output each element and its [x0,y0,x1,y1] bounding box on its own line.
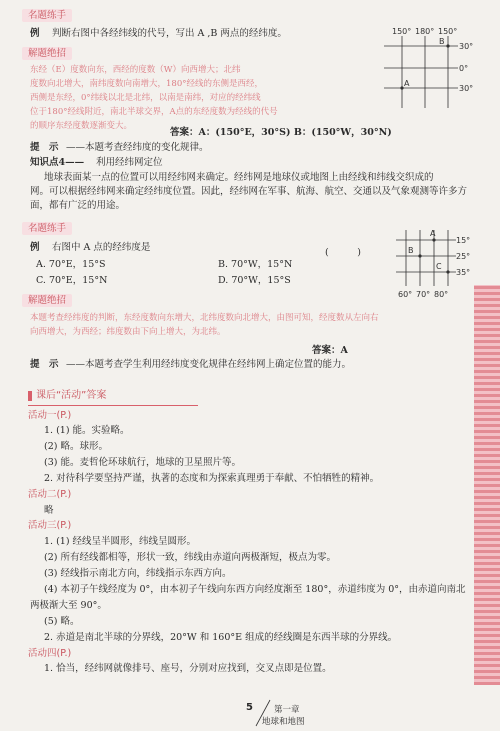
hint1-label: 提 示 [30,142,59,153]
grid2-lon-2: 70° [416,290,431,299]
grid2-lon-3: 80° [434,290,449,299]
section1-tag: 名题练手 [22,9,72,22]
option-d: D. 70°W，15°S [218,275,291,286]
section2-tag: 名题练手 [22,222,72,235]
grid2-point-a: A [430,229,436,238]
decorative-side-stripe [474,285,500,685]
solve1-line-3: 西侧是东经，0°纬线以北是北纬，以南是南纬，对应的经纬线 [30,93,261,103]
answer-line-10: (3) 经线指示南北方向，纬线指示东西方向。 [44,568,232,579]
answer-bracket: ( ) [325,247,361,258]
solve1-line-1: 东经（E）度数向东，西经的度数（W）向西增大；北纬 [30,65,241,75]
hint2-label: 提 示 [30,359,59,370]
answer-line-16: 1. 恰当，经纬网就像排号、座号，分别对应找到，交叉点即是位置。 [44,663,332,674]
example2-label: 例 [30,242,40,253]
answer-line-12: 两极渐大至 90°。 [30,600,107,611]
grid1-lat-1: 30° [459,42,474,51]
page-number: 5 [246,702,253,713]
grid1-lon-1: 150° [392,27,412,36]
grid2-lat-3: 35° [456,268,471,277]
grid1-point-b: B [439,37,445,46]
grid1-lon-2: 180° [415,27,435,36]
grid2-point-b: B [408,246,414,255]
page-footer [0,700,500,731]
answer1: 答案：A：(150°E，30°S) B：(150°W，30°N) [170,127,392,138]
grid1-lon-3: 150° [438,27,458,36]
solve2-line-2: 向西增大，为西经；纬度数由下向上增大，为北纬。 [30,327,226,337]
chapter-number: 第一章 [274,705,300,715]
hint2-text: ——本题考查学生利用经纬度变化规律在经纬网上确定位置的能力。 [66,359,352,370]
answers-heading: 课后“活动”答案 [30,388,146,404]
solve1-tag: 解题绝招 [22,47,72,60]
example1-text: 判断右图中各经纬线的代号，写出 A ,B 两点的经纬度。 [52,28,287,39]
knowledge-point-label: 知识点4—— [30,157,85,168]
grid1-lat-2: 0° [459,64,469,73]
solve1-line-5: 的顺序东经度数逐渐变大。 [30,121,133,131]
answer-line-2: (2) 略。球形。 [44,441,108,452]
activity-3-label: 活动三(P.) [28,520,72,531]
knowledge-point-text: 利用经纬网定位 [96,157,163,168]
para-line-2: 网。可以根据经纬网来确定经纬度位置。因此，经纬网在军事、航海、航空、交通以及气象观测等许多方 [30,186,468,197]
lat-lon-grid-2 [392,226,476,300]
option-a: A. 70°E，15°S [36,259,106,270]
option-b: B. 70°W，15°N [218,259,293,270]
chapter-title: 地球和地图 [262,717,305,727]
answers-heading-underline [28,405,198,406]
grid2-lat-1: 15° [456,236,471,245]
answer-line-14: 2. 赤道是南北半球的分界线，20°W 和 160°E 组成的经线圈是东西半球的分界线。 [44,632,398,643]
activity-1-label: 活动一(P.) [28,410,72,421]
para-line-3: 面，都有广泛的用途。 [30,200,126,211]
solve1-line-2: 度数向北增大，南纬度数向南增大，180°经线的东侧是西经， [30,79,263,89]
answer-line-8: 1. (1) 经线呈半圆形，纬线呈圆形。 [44,536,197,547]
grid1-point-a: A [404,79,410,88]
answer-line-13: (5) 略。 [44,616,80,627]
answer-line-3: (3) 能。麦哲伦环球航行，地球的卫星照片等。 [44,457,241,468]
solve2-tag: 解题绝招 [22,294,72,307]
hint1-text: ——本题考查经纬度的变化规律。 [66,142,209,153]
activity-4-label: 活动四(P.) [28,648,72,659]
grid2-lon-1: 60° [398,290,413,299]
solve1-line-4: 位于180°经线附近，南北半球交界，A点的东经度数为经线的代号 [30,107,278,117]
activity-2-label: 活动二(P.) [28,489,72,500]
para-line-1: 地球表面某一点的位置可以用经纬网来确定。经纬网是地球仪或地图上由经线和纬线交织成的 [44,172,434,183]
answer-line-9: (2) 所有经线都相等，形状一致，纬线由赤道向两极渐短，极点为零。 [44,552,336,563]
example1-label: 例 [30,28,40,39]
grid1-lat-3: 30° [459,84,474,93]
grid2-point-c: C [436,262,442,271]
answer-line-1: 1. (1) 能。实验略。 [44,425,130,436]
answer-line-11: (4) 本初子午线经度为 0°，由本初子午线向东西方向经度渐至 180°，赤道纬度为 0°，由赤道向南北 [44,584,466,595]
answer2: 答案：A [312,345,348,356]
answer-line-6: 略 [44,505,54,516]
lat-lon-grid-1 [370,26,480,108]
solve2-line-1: 本题考查经纬度的判断，东经度数向东增大，北纬度数向北增大，由图可知，经度数从左向右 [30,313,379,323]
option-c: C. 70°E，15°N [36,275,108,286]
answer-line-4: 2. 对待科学要坚持严谨，执著的态度和为探索真理勇于奉献、不怕牺牲的精神。 [44,473,380,484]
example2-text: 右图中 A 点的经纬度是 [52,242,151,253]
grid2-lat-2: 25° [456,252,471,261]
